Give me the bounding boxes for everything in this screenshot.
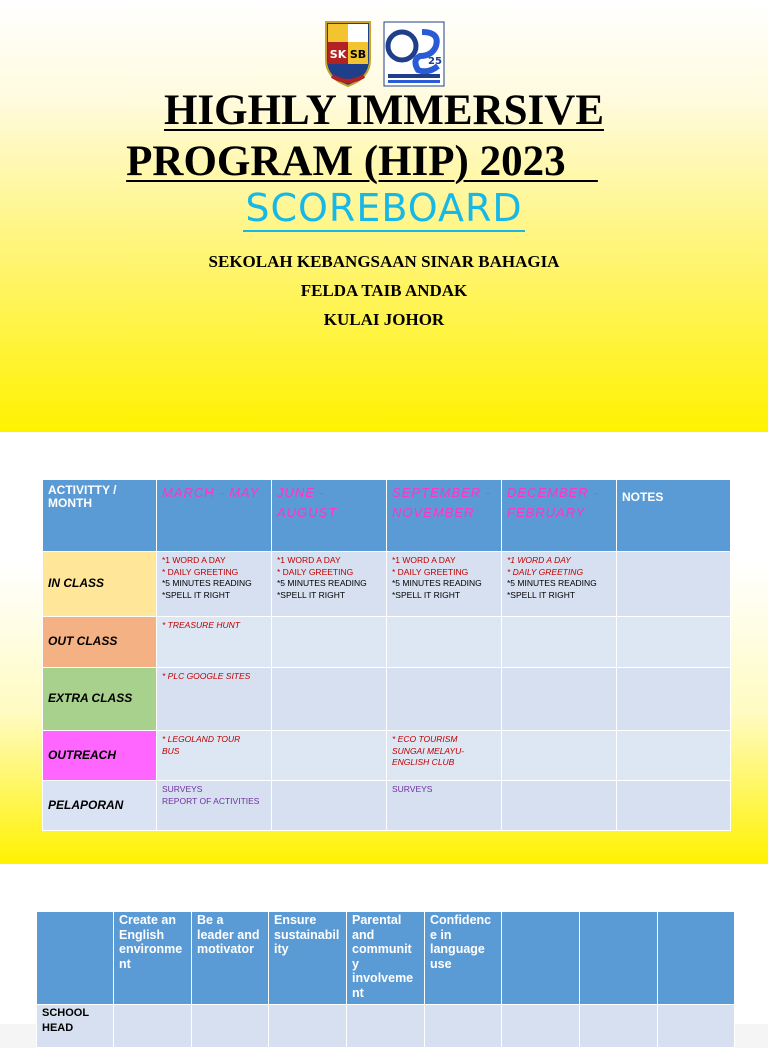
focus-header-parental: Parental and communit y involveme nt (347, 912, 425, 1005)
cell-in-class-jun-aug (272, 552, 387, 617)
cell-out-class-dec-feb (502, 617, 617, 668)
title-line-2: PROGRAM (HIP) 2023 (126, 138, 598, 185)
row-label-outreach: OUTREACH (43, 731, 157, 781)
svg-text:25: 25 (428, 56, 442, 67)
cell-line: *1 WORD A DAY (162, 555, 226, 565)
cell-line: * DAILY GREETING (277, 566, 354, 577)
focus-header-confidence: Confidenc e in language use (425, 912, 502, 1005)
table-row-extra-class (43, 668, 731, 731)
row-label-school-head: SCHOOL HEAD (37, 1005, 114, 1048)
cell-pelaporan-jun-aug (272, 781, 387, 831)
focus-cell (580, 1005, 658, 1048)
focus-cell (425, 1005, 502, 1048)
focus-header-sustainability: Ensure sustainabil ity (269, 912, 347, 1005)
header-month-jun-aug: JUNE - AUGUST (272, 480, 387, 552)
cell-line: *5 MINUTES READING (507, 578, 597, 588)
svg-text:SK: SK (329, 48, 347, 61)
cell-line: *1 WORD A DAY (507, 555, 571, 565)
table-row-outreach (43, 731, 731, 781)
school-crest-logo (322, 20, 374, 90)
cell-pelaporan-mar-may (157, 781, 272, 831)
cell-extra-class-jun-aug (272, 668, 387, 731)
row-label-pelaporan: PELAPORAN (43, 781, 157, 831)
transformation-program-logo (382, 20, 446, 90)
cell-line: BUS (162, 745, 180, 756)
focus-areas-table (36, 911, 735, 1048)
cell-outreach-sep-nov (387, 731, 502, 781)
title-line-1: HIGHLY IMMERSIVE (163, 87, 605, 134)
scoreboard-table (42, 479, 731, 831)
cell-line: *5 MINUTES READING (162, 578, 252, 588)
cell-line: *5 MINUTES READING (277, 578, 367, 588)
cell-extra-class-mar-may: * PLC GOOGLE SITES (157, 668, 272, 731)
scoreboard-slide (0, 432, 768, 864)
table-row-out-class (43, 617, 731, 668)
focus-cell (114, 1005, 192, 1048)
cell-out-class-mar-may: * TREASURE HUNT (157, 617, 272, 668)
header-month-dec-feb: DECEMBER - FEBRUARY (502, 480, 617, 552)
cell-line: REPORT OF ACTIVITIES (162, 795, 260, 806)
cell-in-class-mar-may (157, 552, 272, 617)
cell-line: SURVEYS (162, 784, 203, 794)
cell-line: *1 WORD A DAY (392, 555, 456, 565)
cell-line: *1 WORD A DAY (277, 555, 341, 565)
focus-cell (502, 1005, 580, 1048)
cell-pelaporan-sep-nov: SURVEYS (387, 781, 502, 831)
cell-line: ENGLISH CLUB (392, 757, 455, 767)
title-slide (0, 0, 768, 432)
cell-out-class-sep-nov (387, 617, 502, 668)
focus-cell (192, 1005, 269, 1048)
cell-line: SUNGAI MELAYU- (392, 745, 465, 756)
focus-header-empty (37, 912, 114, 1005)
table-row-pelaporan (43, 781, 731, 831)
focus-header-empty (658, 912, 735, 1005)
cell-in-class-sep-nov (387, 552, 502, 617)
table-header-row (43, 480, 731, 552)
cell-line: *5 MINUTES READING (392, 578, 482, 588)
school-name: SEKOLAH KEBANGSAAN SINAR BAHAGIA (208, 252, 560, 271)
focus-cell (347, 1005, 425, 1048)
logos (322, 20, 448, 92)
cell-extra-class-sep-nov (387, 668, 502, 731)
cell-pelaporan-notes (617, 781, 731, 831)
cell-out-class-jun-aug (272, 617, 387, 668)
cell-line: * DAILY GREETING (162, 566, 239, 577)
focus-row-school-head (37, 1005, 735, 1048)
cell-pelaporan-dec-feb (502, 781, 617, 831)
focus-cell (658, 1005, 735, 1048)
cell-line: *SPELL IT RIGHT (277, 589, 346, 600)
focus-header-english-env: Create an English environme nt (114, 912, 192, 1005)
cell-extra-class-dec-feb (502, 668, 617, 731)
header-month-mar-may: MARCH - MAY (157, 480, 272, 552)
table-row-in-class (43, 552, 731, 617)
cell-outreach-dec-feb (502, 731, 617, 781)
cell-extra-class-notes (617, 668, 731, 731)
focus-header-row (37, 912, 735, 1005)
school-location: FELDA TAIB ANDAK (300, 281, 468, 300)
row-label-out-class: OUT CLASS (43, 617, 157, 668)
cell-outreach-notes (617, 731, 731, 781)
cell-in-class-dec-feb (502, 552, 617, 617)
row-label-in-class: IN CLASS (43, 552, 157, 617)
header-activity-month: ACTIVITTY / MONTH (43, 480, 157, 552)
header-month-sep-nov: SEPTEMBER - NOVEMBER (387, 480, 502, 552)
cell-line: *SPELL IT RIGHT (392, 589, 461, 600)
cell-outreach-mar-may (157, 731, 272, 781)
school-district: KULAI JOHOR (323, 310, 445, 329)
cell-in-class-notes (617, 552, 731, 617)
cell-outreach-jun-aug (272, 731, 387, 781)
focus-header-leader: Be a leader and motivator (192, 912, 269, 1005)
svg-text:SB: SB (349, 48, 367, 61)
focus-header-empty (502, 912, 580, 1005)
cell-line: *SPELL IT RIGHT (162, 589, 231, 600)
cell-line: * DAILY GREETING (507, 566, 584, 577)
cell-out-class-notes (617, 617, 731, 668)
scoreboard-heading: SCOREBOARD (245, 186, 523, 230)
focus-areas-slide (0, 864, 768, 1034)
focus-header-empty (580, 912, 658, 1005)
cell-line: * ECO TOURISM (392, 734, 458, 744)
row-label-extra-class: EXTRA CLASS (43, 668, 157, 731)
cell-line: *SPELL IT RIGHT (507, 589, 576, 600)
header-notes: NOTES (617, 480, 731, 552)
cell-line: * LEGOLAND TOUR (162, 734, 241, 744)
cell-line: * DAILY GREETING (392, 566, 469, 577)
focus-cell (269, 1005, 347, 1048)
